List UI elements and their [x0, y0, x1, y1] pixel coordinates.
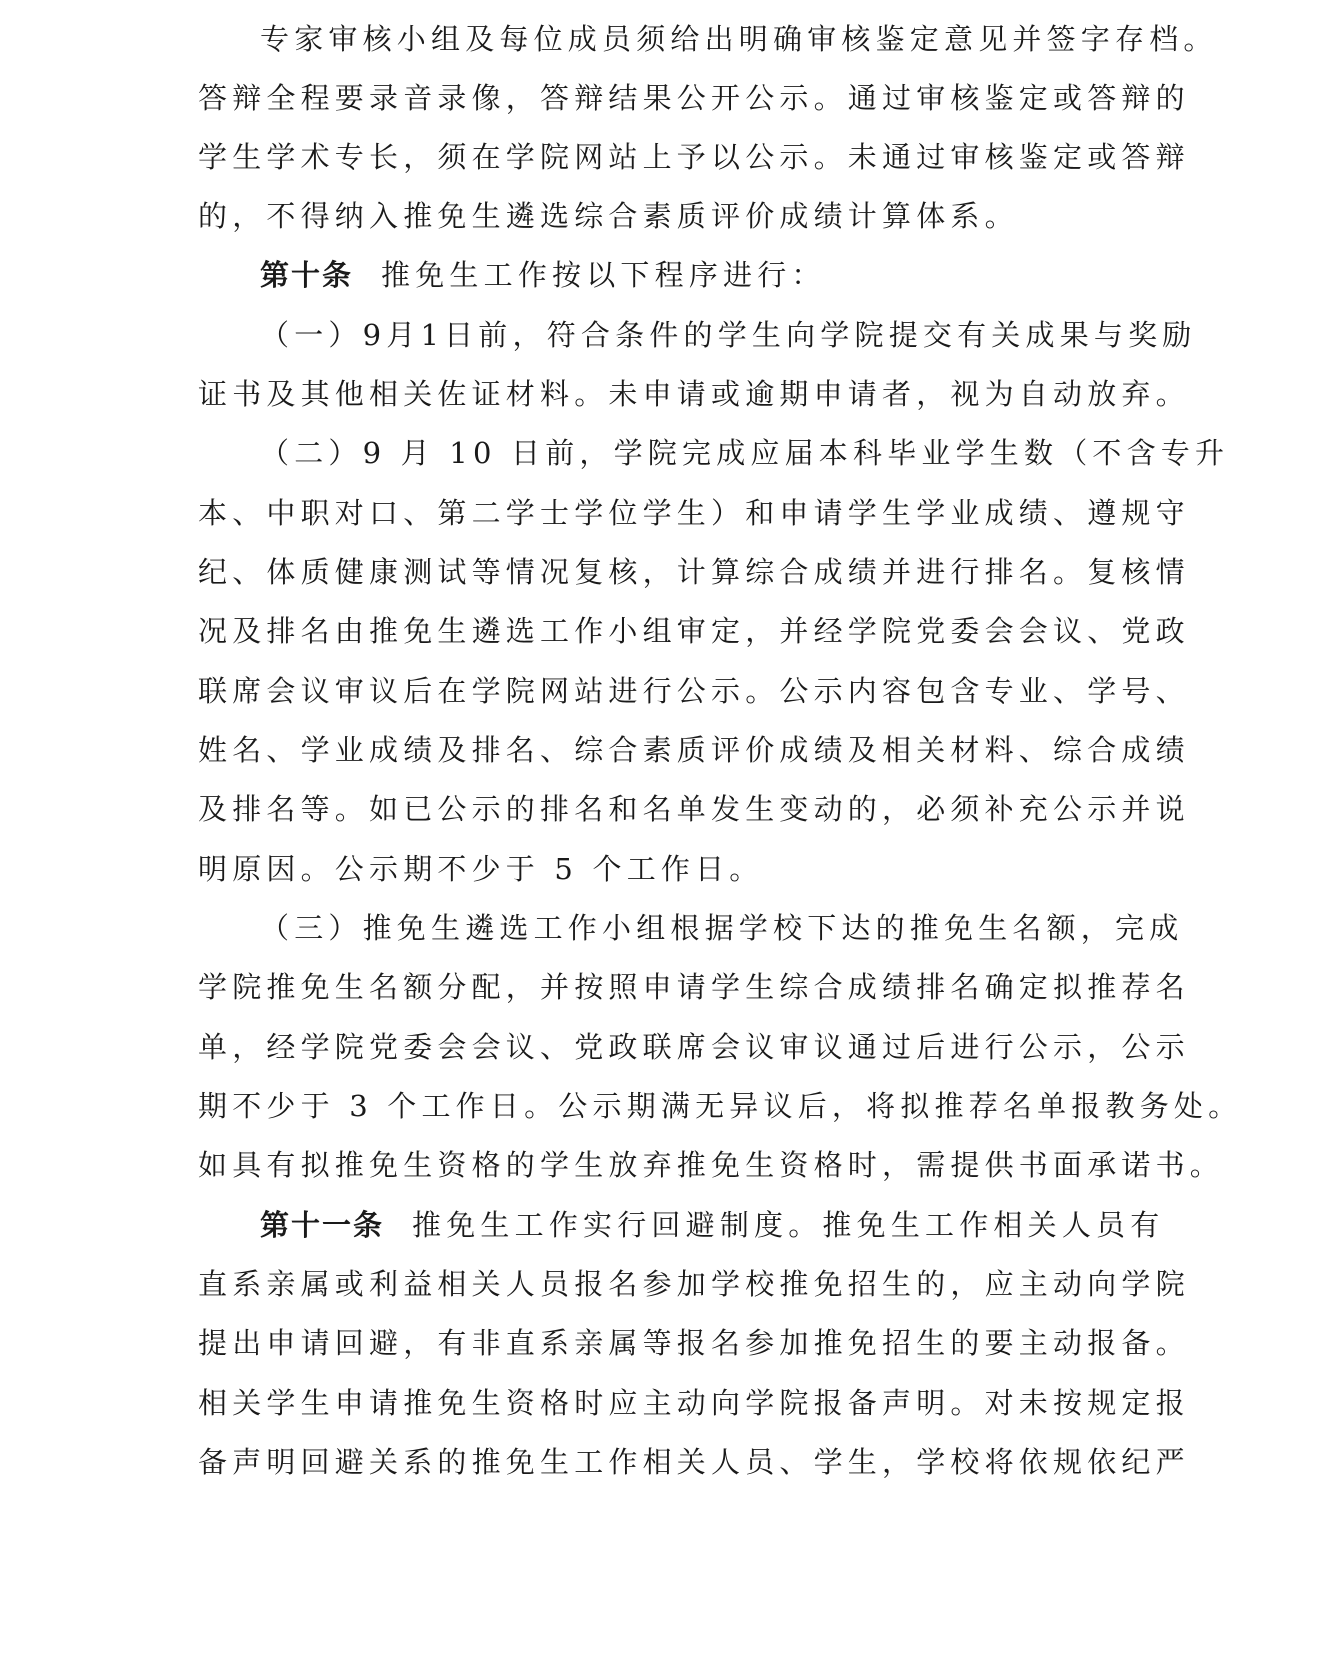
paragraph-line: 学生学术专长，须在学院网站上予以公示。未通过审核鉴定或答辩	[198, 140, 1190, 174]
paragraph-line: 期不少于 3 个工作日。公示期满无异议后，将拟推荐名单报教务处。	[198, 1089, 1243, 1123]
paragraph-line: 姓名、学业成绩及排名、综合素质评价成绩及相关材料、综合成绩	[198, 733, 1190, 767]
paragraph-line: （二）9 月 10 日前，学院完成应届本科毕业学生数（不含专升	[260, 436, 1230, 470]
paragraph-line: 专家审核小组及每位成员须给出明确审核鉴定意见并签字存档。	[260, 22, 1218, 56]
paragraph-line: 况及排名由推免生遴选工作小组审定，并经学院党委会会议、党政	[198, 614, 1190, 648]
paragraph-line: （三）推免生遴选工作小组根据学校下达的推免生名额，完成	[260, 911, 1184, 945]
paragraph-line: 备声明回避关系的推免生工作相关人员、学生，学校将依规依纪严	[198, 1445, 1190, 1479]
paragraph-line: 联席会议审议后在学院网站进行公示。公示内容包含专业、学号、	[198, 674, 1190, 708]
paragraph-line: 相关学生申请推免生资格时应主动向学院报备声明。对未按规定报	[198, 1386, 1190, 1420]
article-10-line	[260, 244, 1178, 306]
paragraph-line: 单，经学院党委会会议、党政联席会议审议通过后进行公示，公示	[198, 1030, 1190, 1064]
paragraph-line: 直系亲属或利益相关人员报名参加学校推免招生的，应主动向学院	[198, 1267, 1190, 1301]
article-11-heading: 第十一条	[260, 1208, 385, 1242]
article-10-heading: 第十条	[260, 258, 354, 292]
article-11-line	[260, 1194, 1178, 1256]
paragraph-line: （一）9月1日前，符合条件的学生向学院提交有关成果与奖励	[260, 318, 1197, 352]
article-11-text: 推免生工作实行回避制度。推免生工作相关人员有	[412, 1208, 1165, 1242]
paragraph-line: 证书及其他相关佐证材料。未申请或逾期申请者，视为自动放弃。	[198, 377, 1190, 411]
paragraph-line: 如具有拟推免生资格的学生放弃推免生资格时，需提供书面承诺书。	[198, 1148, 1225, 1182]
paragraph-line: 明原因。公示期不少于 5 个工作日。	[198, 852, 764, 886]
paragraph-line: 提出申请回避，有非直系亲属等报名参加推免招生的要主动报备。	[198, 1326, 1190, 1360]
paragraph-line: 学院推免生名额分配，并按照申请学生综合成绩排名确定拟推荐名	[198, 970, 1190, 1004]
paragraph-line: 答辩全程要录音录像，答辩结果公开公示。通过审核鉴定或答辩的	[198, 81, 1190, 115]
paragraph-line: 及排名等。如已公示的排名和名单发生变动的，必须补充公示并说	[198, 792, 1190, 826]
paragraph-line: 的，不得纳入推免生遴选综合素质评价成绩计算体系。	[198, 199, 1019, 233]
paragraph-line: 本、中职对口、第二学士学位学生）和申请学生学业成绩、遵规守	[198, 496, 1190, 530]
article-10-text: 推免生工作按以下程序进行：	[381, 258, 826, 292]
paragraph-line: 纪、体质健康测试等情况复核，计算综合成绩并进行排名。复核情	[198, 555, 1190, 589]
